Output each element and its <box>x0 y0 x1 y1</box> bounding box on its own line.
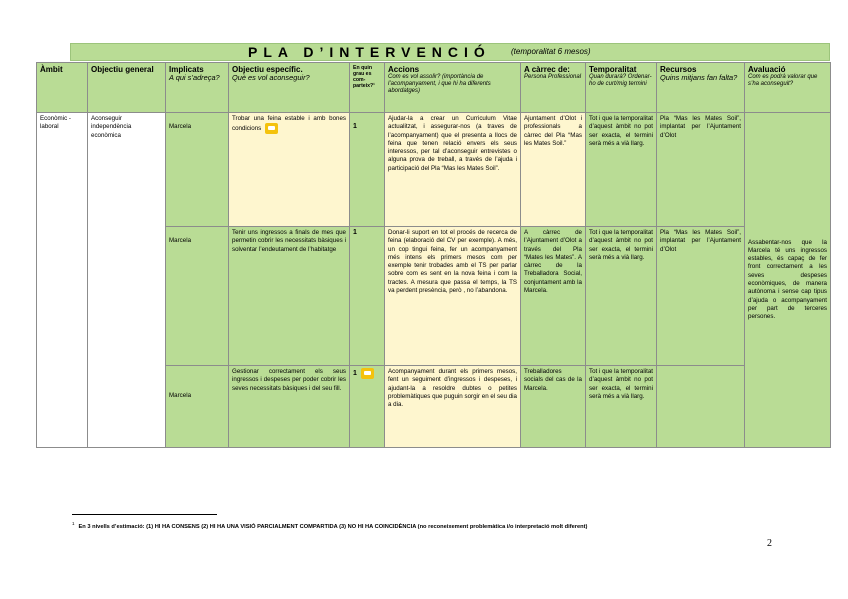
comment-icon[interactable] <box>265 123 278 134</box>
page-number: 2 <box>767 538 772 549</box>
cell-a-carrec: Treballadores socials del cas de la Marcela. <box>521 366 586 448</box>
cell-accions: Ajudar-la a crear un Curriculum Vitae actualitzat, i assegurar-nos (a traves de l’acompanyament) que el presenta a llocs de feina que tenen relació envers els seus interessos, per tal d’aconseguir entrevistes o alguna prova de treball, a través de l’ajuda i participació del Pla “Mas les Mates Soil”. <box>385 113 521 227</box>
header-objectiu-especific: Objectiu específic. Què es vol aconseguir? <box>229 63 350 113</box>
cell-a-carrec: Ajuntament d’Olot i professionals a càrrec del Pla “Mas les Mates Soil.” <box>521 113 586 227</box>
cell-avaluacio: Assabentar-nos que la Marcela té uns ingressos estables, és capaç de fer front correctament a les seves despeses econòmiques, de manera autònoma i sense cap tipus d’ajuda o acompanyament per part de terceres persones. <box>745 113 831 448</box>
cell-implicats: Marcela <box>166 366 229 448</box>
cell-recursos <box>657 366 745 448</box>
cell-accions: Acompanyament durant els primers mesos, fent un seguiment d’ingressos i despeses, i ajudant-la a resoldre dubtes o petites problemàtiques que puguin sorgir en el seu dia a dia. <box>385 366 521 448</box>
header-implicats: Implicats A qui s’adreça? <box>166 63 229 113</box>
document-title: PLA D’INTERVENCIÓ <box>248 44 491 60</box>
title-bar <box>70 43 830 61</box>
cell-grau: 1 <box>350 113 385 227</box>
cell-temporalitat: Tot i que la temporalitat d’aquest àmbit no pot ser exacta, el termini serà més a vià llarg. <box>586 227 657 366</box>
cell-temporalitat: Tot i que la temporalitat d’aquest àmbit no pot ser exacta, el termini serà més a vià llarg. <box>586 366 657 448</box>
header-grau: En quin grau es com-parteix?¹ <box>350 63 385 113</box>
footnote <box>72 520 587 531</box>
cell-recursos: Pla “Mas les Mates Soil”, implantat per l’Ajuntament d’Olot <box>657 227 745 366</box>
comment-icon[interactable] <box>361 368 374 379</box>
cell-a-carrec: A càrrec de l’Ajuntament d’Olot a través del Pla “Mates les Mates”. A càrrec de la Treballadora Social, conjuntament amb la Marcela. <box>521 227 586 366</box>
header-objectiu-general: Objectiu general <box>88 63 166 113</box>
footnote-text: En 3 nivells d’estimació: (1) HI HA CONSENS (2) HI HA UNA VISIÓ PARCIALMENT COMPARTIDA (3) NO HI HA COINCIDÈNCIA (no reconeixement problemàtica i/o interpretació molt diferent) <box>78 523 588 530</box>
cell-temporalitat: Tot i que la temporalitat d’aquest àmbit no pot ser exacta, el termini serà més a vià llarg. <box>586 113 657 227</box>
document-subtitle: (temporalitat 6 mesos) <box>511 47 591 56</box>
cell-accions: Donar-li suport en tot el procés de recerca de feina (elaboració del CV per exemple). A més, un cop tingui feina, fer un acompanyament més intens els primers mesos com per exemple tenir trobades amb el TS per parlar sobre com es sent en la nova feina i com la tractes. A mesura que passa el temps, la TS va perdent presència, però , no l’abandona. <box>385 227 521 366</box>
table-row <box>37 113 831 227</box>
cell-grau: 1 <box>350 366 385 448</box>
header-ambit: Àmbit <box>37 63 88 113</box>
footnote-divider <box>72 514 217 515</box>
cell-objectiu-general: Aconseguir independència econòmica <box>88 113 166 448</box>
header-temporalitat: Temporalitat Quan durarà? Ordenar-ho de curt/mig termini <box>586 63 657 113</box>
cell-grau: 1 <box>350 227 385 366</box>
cell-objectiu-especific: Trobar una feina estable i amb bones condicions <box>229 113 350 227</box>
cell-objectiu-especific: Gestionar correctament els seus ingressos i despeses per poder cobrir les seves necessitats bàsiques i del seu fill. <box>229 366 350 448</box>
intervention-plan-table <box>36 62 831 448</box>
cell-objectiu-especific: Tenir uns ingressos a finals de mes que permetin cobrir les necessitats bàsiques i solventar l’endeutament de l’habitatge <box>229 227 350 366</box>
header-a-carrec: A càrrec de: Persona Professional <box>521 63 586 113</box>
header-recursos: Recursos Quins mitjans fan falta? <box>657 63 745 113</box>
cell-recursos: Pla “Mas les Mates Soil”, implantat per l’Ajuntament d’Olot <box>657 113 745 227</box>
cell-implicats: Marcela <box>166 227 229 366</box>
cell-ambit: Econòmic - laboral <box>37 113 88 448</box>
table-header-row <box>37 63 831 113</box>
header-accions: Accions Com es vol assolir? (importància de l’acompanyament, i que hi ha diferents abordatges) <box>385 63 521 113</box>
cell-implicats: Marcela <box>166 113 229 227</box>
footnote-marker: 1 <box>72 521 75 526</box>
header-avaluacio: Avaluació Com es podrà valorar que s’ha aconseguit? <box>745 63 831 113</box>
